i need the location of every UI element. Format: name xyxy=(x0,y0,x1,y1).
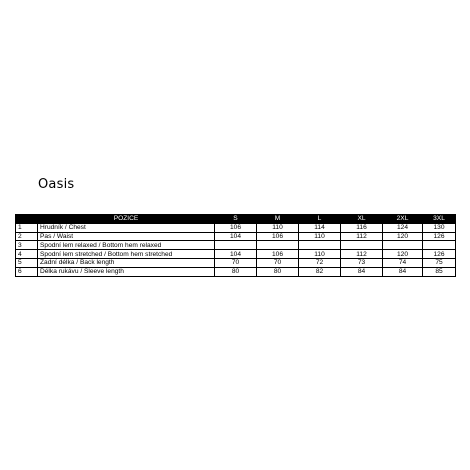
cell-s: 70 xyxy=(215,258,257,267)
cell-xl xyxy=(341,241,383,250)
header-pozice: POZICE xyxy=(38,215,215,224)
header-s: S xyxy=(215,215,257,224)
row-label: Spodní lem relaxed / Bottom hem relaxed xyxy=(38,241,215,250)
cell-s: 104 xyxy=(215,250,257,259)
row-number: 1 xyxy=(16,223,38,232)
row-number: 3 xyxy=(16,241,38,250)
table-row xyxy=(16,241,456,250)
cell-2xl: 124 xyxy=(383,223,423,232)
row-number: 5 xyxy=(16,258,38,267)
header-xl: XL xyxy=(341,215,383,224)
cell-s: 106 xyxy=(215,223,257,232)
cell-s: 80 xyxy=(215,267,257,276)
table-header-row xyxy=(16,215,456,224)
cell-m: 110 xyxy=(257,223,299,232)
row-label: Spodní lem stretched / Bottom hem stretched xyxy=(38,250,215,259)
cell-xl: 116 xyxy=(341,223,383,232)
cell-xl: 84 xyxy=(341,267,383,276)
cell-3xl: 85 xyxy=(423,267,456,276)
cell-2xl: 120 xyxy=(383,232,423,241)
cell-s: 104 xyxy=(215,232,257,241)
size-table xyxy=(15,214,456,277)
cell-3xl: 75 xyxy=(423,258,456,267)
page-title: Oasis xyxy=(38,177,75,192)
cell-3xl: 126 xyxy=(423,232,456,241)
cell-2xl: 120 xyxy=(383,250,423,259)
cell-l: 110 xyxy=(299,250,341,259)
cell-3xl: 126 xyxy=(423,250,456,259)
row-label: Zadní délka / Back length xyxy=(38,258,215,267)
header-num xyxy=(16,215,38,224)
cell-m: 106 xyxy=(257,250,299,259)
cell-xl: 73 xyxy=(341,258,383,267)
header-l: L xyxy=(299,215,341,224)
cell-s xyxy=(215,241,257,250)
row-label: Délka rukávu / Sleeve length xyxy=(38,267,215,276)
header-3xl: 3XL xyxy=(423,215,456,224)
header-2xl: 2XL xyxy=(383,215,423,224)
row-number: 6 xyxy=(16,267,38,276)
cell-2xl xyxy=(383,241,423,250)
cell-m: 70 xyxy=(257,258,299,267)
row-label: Hrudník / Chest xyxy=(38,223,215,232)
table-row xyxy=(16,250,456,259)
cell-m: 80 xyxy=(257,267,299,276)
cell-3xl: 130 xyxy=(423,223,456,232)
cell-l: 114 xyxy=(299,223,341,232)
cell-m xyxy=(257,241,299,250)
table-row xyxy=(16,258,456,267)
row-label: Pas / Waist xyxy=(38,232,215,241)
cell-l: 110 xyxy=(299,232,341,241)
table-row xyxy=(16,267,456,276)
cell-2xl: 84 xyxy=(383,267,423,276)
cell-3xl xyxy=(423,241,456,250)
cell-l xyxy=(299,241,341,250)
cell-xl: 112 xyxy=(341,250,383,259)
row-number: 4 xyxy=(16,250,38,259)
cell-l: 72 xyxy=(299,258,341,267)
cell-m: 106 xyxy=(257,232,299,241)
table-row xyxy=(16,232,456,241)
cell-2xl: 74 xyxy=(383,258,423,267)
cell-l: 82 xyxy=(299,267,341,276)
cell-xl: 112 xyxy=(341,232,383,241)
table-row xyxy=(16,223,456,232)
header-m: M xyxy=(257,215,299,224)
row-number: 2 xyxy=(16,232,38,241)
